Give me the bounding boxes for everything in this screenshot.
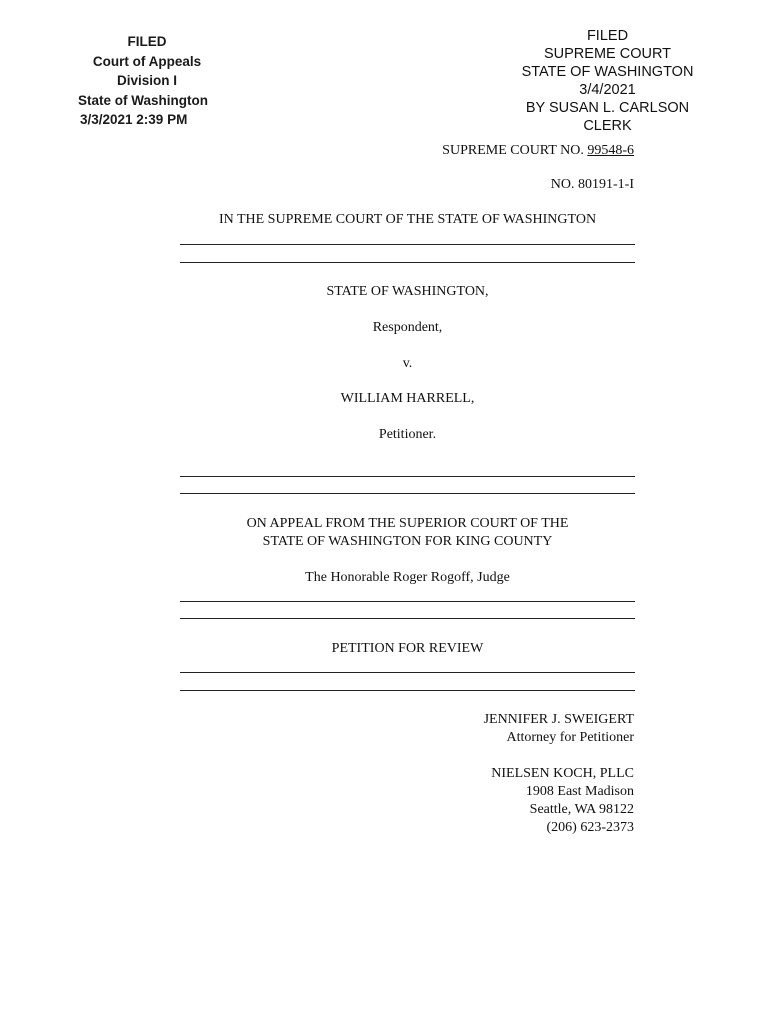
court-heading: IN THE SUPREME COURT OF THE STATE OF WASHINGTON	[218, 212, 597, 227]
stamp-clerk: CLERK	[583, 118, 632, 134]
stamp-state: State of Washington	[78, 92, 208, 108]
stamp-date: 3/4/2021	[579, 82, 636, 98]
petitioner-role: Petitioner.	[378, 427, 437, 442]
stamp-datetime: 3/3/2021 2:39 PM	[80, 112, 188, 127]
attorney-block	[484, 711, 634, 747]
supreme-court-number	[442, 143, 634, 159]
firm-block	[491, 765, 634, 837]
document-title: PETITION FOR REVIEW	[331, 641, 484, 656]
divider-rule	[180, 493, 635, 494]
respondent-role: Respondent,	[372, 320, 443, 335]
stamp-court-of-appeals: Court of Appeals	[92, 53, 202, 69]
firm-name: NIELSEN KOCH, PLLC	[491, 766, 634, 781]
supreme-court-number-value: 99548-6	[587, 143, 634, 158]
court-of-appeals-filing-stamp	[72, 32, 222, 130]
versus: v.	[402, 356, 413, 371]
supreme-court-number-label: SUPREME COURT NO.	[442, 143, 584, 158]
stamp-filed: FILED	[127, 34, 167, 49]
supreme-court-filing-stamp	[505, 27, 710, 135]
judge-line: The Honorable Roger Rogoff, Judge	[305, 570, 510, 585]
petitioner-name: WILLIAM HARRELL,	[340, 391, 475, 406]
attorney-name: JENNIFER J. SWEIGERT	[483, 712, 634, 727]
stamp-filed: FILED	[586, 28, 629, 44]
firm-phone: (206) 623-2373	[546, 820, 634, 835]
divider-rule	[180, 476, 635, 477]
appeal-line-1: ON APPEAL FROM THE SUPERIOR COURT OF THE	[246, 516, 569, 531]
appeals-case-number: NO. 80191-1-I	[550, 177, 634, 192]
firm-city: Seattle, WA 98122	[529, 802, 634, 817]
divider-rule	[180, 601, 635, 602]
stamp-supreme-court: SUPREME COURT	[543, 46, 672, 62]
divider-rule	[180, 262, 635, 263]
divider-rule	[180, 672, 635, 673]
divider-rule	[180, 618, 635, 619]
appeal-line-2: STATE OF WASHINGTON FOR KING COUNTY	[262, 534, 553, 549]
attorney-role: Attorney for Petitioner	[506, 730, 634, 745]
divider-rule	[180, 690, 635, 691]
stamp-division: Division I	[116, 73, 177, 88]
respondent-name: STATE OF WASHINGTON,	[326, 284, 489, 299]
divider-rule	[180, 244, 635, 245]
firm-street: 1908 East Madison	[525, 784, 634, 799]
stamp-clerk-by: BY SUSAN L. CARLSON	[525, 100, 690, 116]
stamp-state: STATE OF WASHINGTON	[521, 64, 694, 80]
